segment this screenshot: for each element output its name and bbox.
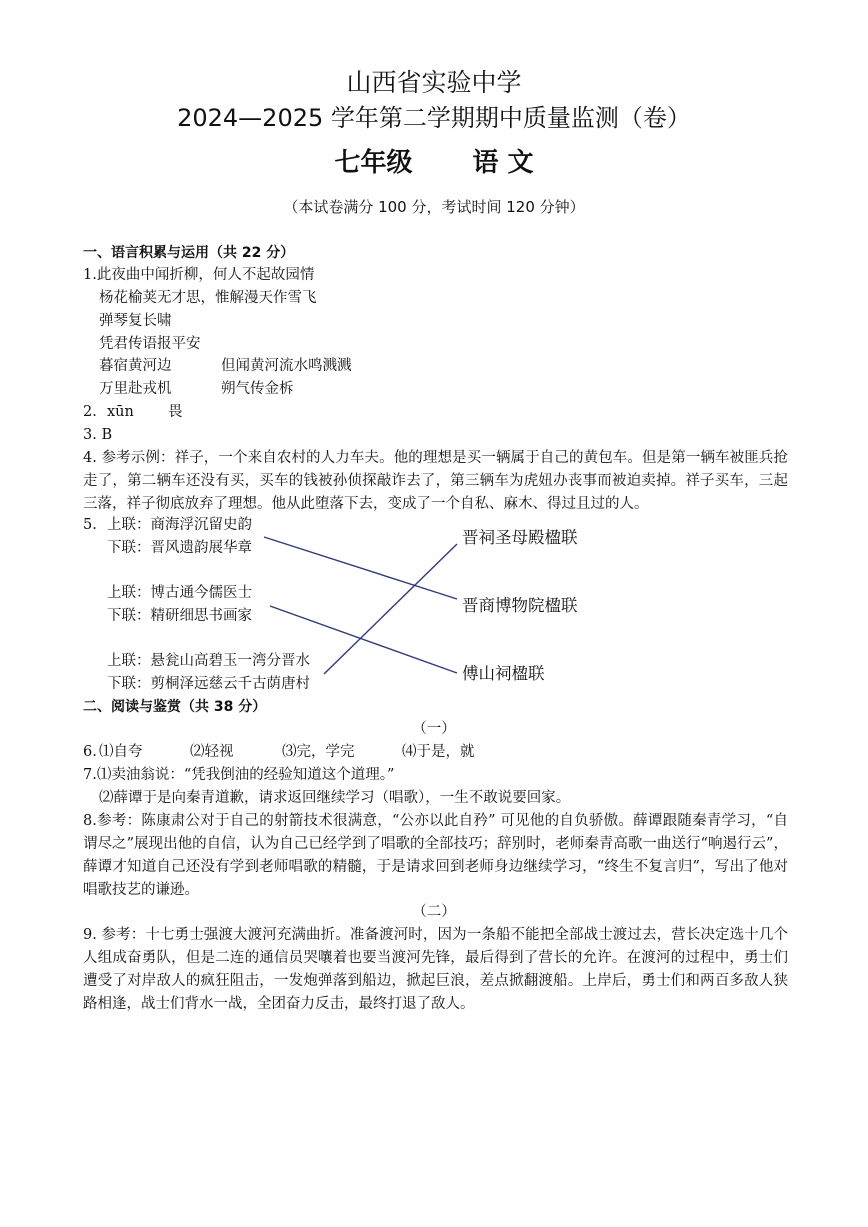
q6-item-3: ⑶完，学完 xyxy=(282,744,355,760)
q2-pinyin: xūn xyxy=(107,404,134,420)
q1-line-5b: 但闻黄河流水鸣溅溅 xyxy=(221,358,352,374)
q2-label: 2. xyxy=(83,404,97,420)
q5-target-3: 傅山祠楹联 xyxy=(462,664,545,683)
section1-heading: 一、语言积累与运用（共 22 分） xyxy=(83,245,295,261)
match-line-1 xyxy=(264,537,457,599)
q7-part-2: ⑵薛谭于是向秦青道歉，请求返回继续学习（唱歌），一生不敢说要回家。 xyxy=(99,790,571,806)
grade-label: 七年级 xyxy=(334,148,413,178)
q5-couplet-2-up: 上联：博古通今儒医士 xyxy=(107,585,252,601)
q2-char: 畏 xyxy=(168,404,183,420)
part2-heading: （二） xyxy=(412,904,456,920)
q1-line-6b: 朔气传金柝 xyxy=(221,381,294,397)
q6-item-4: ⑷于是，就 xyxy=(402,744,475,760)
section2-heading: 二、阅读与鉴赏（共 38 分） xyxy=(83,699,267,715)
q1-line-3: 弹琴复长啸 xyxy=(99,313,172,329)
subject-label: 语 文 xyxy=(472,148,534,178)
exam-title: 2024—2025 学年第二学期期中质量监测（卷） xyxy=(177,104,691,132)
q8-answer: 8.参考：陈康肃公对于自己的射箭技术很满意，“公亦以此自矜” 可见他的自负骄傲。薛谭跟随秦青学习，“自谓尽之”展现出他的自信，认为自己已经学到了唱歌的全部技巧；辞别时，老师秦青高歌一曲送行“响遏行云”，薛谭才知道自己还没有学到老师唱歌的精髓，于是请求回到老师身边继续学习，“终生不复言归”，写出了他对唱歌技艺的谦逊。 xyxy=(83,813,788,898)
q5-label: 5. xyxy=(83,517,97,533)
q1-line-2: 杨花榆荚无才思，惟解漫天作雪飞 xyxy=(99,290,317,306)
q6-item-1: ⑴自夸 xyxy=(99,744,143,760)
q5-target-1: 晋祠圣母殿楹联 xyxy=(462,528,578,547)
match-line-3 xyxy=(324,544,457,674)
q1-line-6: 万里赴戎机 xyxy=(99,381,172,397)
q1-line-1: 1.此夜曲中闻折柳，何人不起故园情 xyxy=(83,267,315,283)
q9-answer: 9. 参考：十七勇士强渡大渡河充满曲折。准备渡河时，因为一条船不能把全部战士渡过去，营长决定选十几个人组成奋勇队，但是二连的通信员哭嚷着也要当渡河先锋，最后得到了营长的允许。在渡河的过程中，勇士们遭受了对岸敌人的疯狂阻击，一发炮弹落到船边，掀起巨浪，差点掀翻渡船。上岸后，勇士们和两百多敌人狭路相逢，战士们背水一战，全团奋力反击，最终打退了敌人。 xyxy=(83,927,788,1012)
q1-line-4: 凭君传语报平安 xyxy=(99,336,201,352)
q5-target-2: 晋商博物院楹联 xyxy=(462,596,578,615)
q6-label: 6. xyxy=(83,744,97,760)
school-title: 山西省实验中学 xyxy=(346,68,522,97)
part1-heading: （一） xyxy=(412,721,456,737)
q6-item-2: ⑵轻视 xyxy=(190,744,234,760)
q5-couplet-1-up: 上联：商海浮沉留史韵 xyxy=(107,517,252,533)
q1-line-5: 暮宿黄河边 xyxy=(99,358,172,374)
exam-note: （本试卷满分 100 分，考试时间 120 分钟） xyxy=(283,198,585,216)
q5-couplet-1-down: 下联：晋风遗韵展华章 xyxy=(107,540,252,556)
q3-answer: 3. B xyxy=(83,427,113,443)
q5-couplet-2-down: 下联：精研细思书画家 xyxy=(107,608,252,624)
match-line-2 xyxy=(270,606,457,673)
q5-couplet-3-up: 上联：悬瓮山高碧玉一湾分晋水 xyxy=(107,653,310,669)
q5-couplet-3-down: 下联：剪桐泽远慈云千古荫唐村 xyxy=(107,676,310,692)
q7-part-1: 7.⑴卖油翁说：“凭我倒油的经验知道这个道理。” xyxy=(83,767,395,783)
q4-answer: 4. 参考示例：祥子，一个来自农村的人力车夫。他的理想是买一辆属于自己的黄包车。但是第一辆车被匪兵抢走了，第二辆车还没有买，买车的钱被孙侦探敲诈去了，第三辆车为虎妞办丧事而被迫卖掉。祥子买车，三起三落，祥子彻底放弃了理想。他从此堕落下去，变成了一个自私、麻木、得过且过的人。 xyxy=(83,450,788,512)
